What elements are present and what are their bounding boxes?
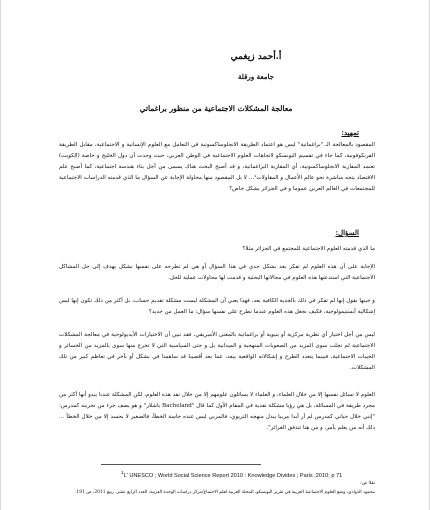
paragraph-reflection: و حينها نقول إنها لم تفكر في ذلك بالجدية الكافية بعد، فهذا يعني أن المشكلة ليست مشكلة تقديم حساب، بل أكثر من ذلك تكون إنها ليس إشكالية أبستيمولوجية، فكيف نجعل هذه العلوم عندما تطرح على نفسها سؤال: ما العمل من جديد؟ [59, 298, 375, 315]
paragraph-question: ما الذي قدمته العلوم الاجتماعية للمجتمع في الجزائر مثلا؟ [242, 246, 375, 252]
paragraph-bachelard: العلوم لا تسائل نفسها إلا من خلال العلماء، و العلماء لا يسائلون علومهم إلا من خلال نقد هذه العلوم، لكن المشكلة عندنا يبدو أنها أكثر من مجرد طريقة في المسائلة، بل هي رؤيا مشكلة نقدية في المقام الأول كما قال "Bacheland باشلار" و هو يصف جزء من تجربته كمدرس: "إنني خلال حياتي كمدرس لم أر أبدا مربيا يبدل منهجه التربوي، فالمربي ليس عنده حاسة الخطأ، فالصغير لا يحسد إلا من خلال الخطأ ... ذلك أنه من يعلم يأمر، و من هنا تتدفق الغرائز". [59, 392, 375, 431]
footnote-divider [101, 464, 261, 465]
author-affiliation: جامعة ورقلة [238, 72, 274, 81]
section-heading-question: السؤال: [335, 228, 359, 237]
author-name: أ.أحمد زيغمي [230, 52, 282, 62]
footnote-1-note: نقلا عن: [360, 481, 375, 486]
footnote-1 [121, 470, 342, 479]
paragraph-intro: المقصود بالمعالجة الـ "براغماتية" ليس هو اعتماد الطريقة الانجلوساكسونية في التعامل مع العلوم الإنسانية و الاجتماعية، مقابل الطريقة الفرنكوفونية، كما جاء في تقسيم اليونسكو لاتجاهات العلوم الاجتماعية في الوطن العربي، حيث وجدت أن دول الخليج و خاصة (الكويت) تعتمد المقاربة الانجلوساكسونية، أي المقاربة البراغماتية، و قد أصبح البحث هناك يسمى من أجل بناء هندسة اجتماعية، كما أصبح علم الاقتصاد يتجه مباشرة نحو عالم الأعمال و المقاولات¹... لا بل المقصود منها محاولة الإجابة عن السؤال ما الذي قدمته الدراسات الاجتماعية للمجتمعات في العالم العربي عموما و في الجزائر بشكل خاص؟ [59, 142, 375, 192]
footnote-2: محمود الذوادي، وضع العلوم الاجتماعية العربية في تقرير اليونسكو، المجلة العربية لعلم الاجتماع/مركز دراسات الوحدة العربية، العدد الرابع عشر، ربيع 2011، ص 191. [75, 490, 375, 495]
footnote-1-text: L' UNESCO ; World Social Science Report 2010 : Knowledge Divides ; Paris ;2010; p 71 [123, 472, 343, 479]
article-title: معالجة المشكلات الاجتماعية من منظور براغماتي [139, 104, 293, 113]
section-heading-intro: تمهيد: [341, 128, 359, 137]
paragraph-ideology: ليس من أجل اختيار أي نظرية مركزية أو بنيوية أو براغماتية بالمعنى الأمبريقي، فقد تبين أن الاختيارات الأيديولوجية في معالجة المشكلات الاجتماعية لم تجلب سوى المزيد من الصعوبات المنهجية و الميدانية بل و حتى السياسية التي لا تخرج منها سوى بالمزيد من الخسائر و الخيبات الاجتماعية، فبينما يتعدد الطرح و إشكالاته الواقعية يبعد، عما بعد أقصينا قد ساهمنا في بشكل أو بآخر في تعاظم كبير من تلك المشكلات. [59, 332, 375, 371]
paragraph-answer: الإجابة على أن هذه العلوم لم تفكر بعد بشكل جدي في هذا السؤال أو هي لم تطرحه على نفسها بشكل يهدف إلى حل المشاكل الاجتماعية التي استدعتها هذه العلوم في مجالاتها البحثية و قدمت لها محاولات عملية للحل. [59, 264, 375, 281]
footnote-1-number: 1 [121, 470, 124, 475]
